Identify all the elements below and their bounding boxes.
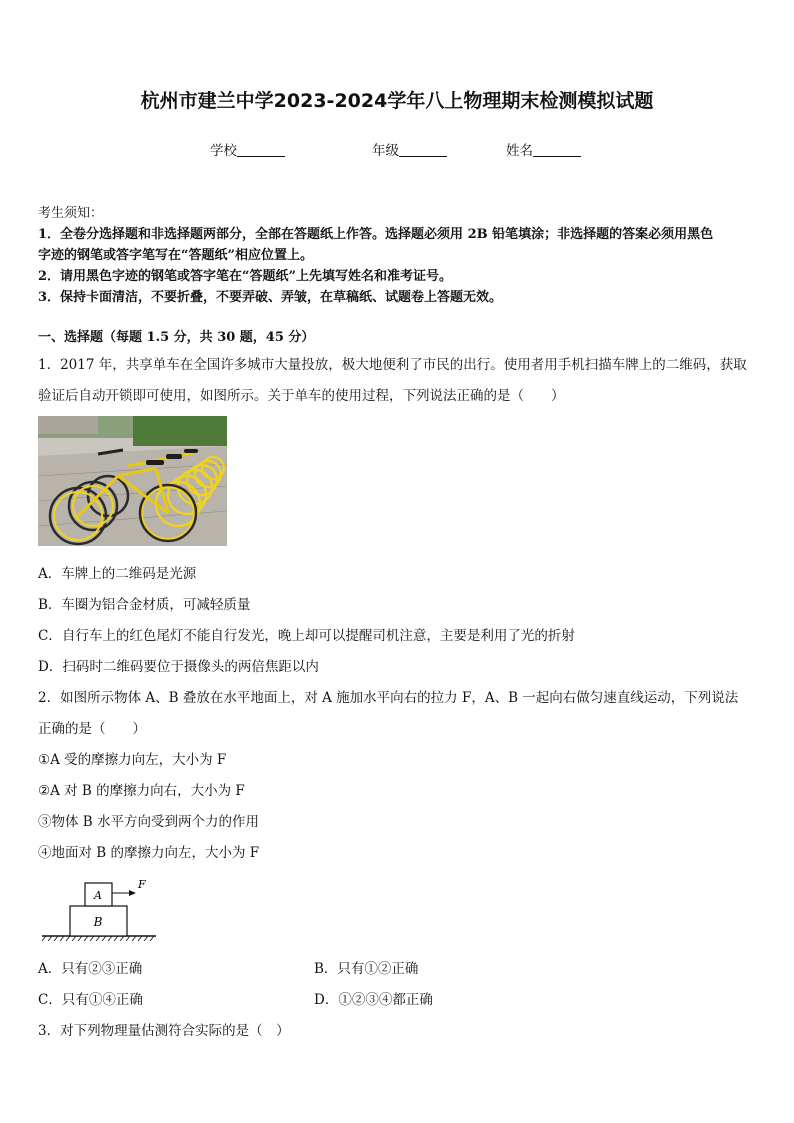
page-title: 杭州市建兰中学2023-2024学年八上物理期末检测模拟试题	[140, 90, 654, 112]
q1-stem-b: 验证后自动开锁即可使用，如图所示。关于单车的使用过程，下列说法正确的是（ ）	[38, 388, 565, 404]
q2-stem-a: 2．如图所示物体 A、B 叠放在水平地面上，对 A 施加水平向右的拉力 F，A、B 一起向右做匀速直线运动，下列说法	[38, 690, 739, 706]
q2-statement-2: ②A 对 B 的摩擦力向右，大小为 F	[38, 783, 245, 799]
q1-option-a[interactable]: A．车牌上的二维码是光源	[38, 566, 197, 582]
grade-blank[interactable]	[399, 142, 447, 157]
q2-stem-b: 正确的是（ ）	[38, 721, 146, 737]
name-label: 姓名	[506, 143, 533, 159]
school-label: 学校	[210, 143, 237, 159]
q2-statement-3: ③物体 B 水平方向受到两个力的作用	[38, 814, 260, 830]
grade-label: 年级	[372, 143, 399, 159]
notice-heading: 考生须知：	[38, 206, 104, 221]
block-b-label: B	[93, 915, 103, 929]
name-blank[interactable]	[533, 142, 581, 157]
notice-line-3: 3．保持卡面清洁，不要折叠，不要弄破、弄皱，在草稿纸、试题卷上答题无效。	[38, 290, 503, 305]
q2-statement-4: ④地面对 B 的摩擦力向左，大小为 F	[38, 845, 260, 861]
q2-option-d[interactable]: D．①②③④都正确	[314, 992, 433, 1008]
q3-stem: 3．对下列物理量估测符合实际的是（ ）	[38, 1023, 290, 1039]
section-heading: 一、选择题（每题 1.5 分，共 30 题，45 分）	[38, 330, 315, 345]
q1-option-d[interactable]: D．扫码时二维码要位于摄像头的两倍焦距以内	[38, 659, 319, 675]
school-field	[210, 139, 285, 159]
q1-stem-a: 1．2017 年，共享单车在全国许多城市大量投放，极大地便利了市民的出行。使用者用手机扫描车牌上的二维码，获取	[38, 357, 747, 373]
q2-option-b[interactable]: B．只有①②正确	[314, 961, 419, 977]
name-field	[506, 139, 581, 159]
grade-field	[372, 139, 447, 159]
notice-line-1a: 1．全卷分选择题和非选择题两部分，全部在答题纸上作答。选择题必须用 2B 铅笔填涂；非选择题的答案必须用黑色	[38, 227, 714, 242]
block-a-label: A	[94, 889, 102, 902]
q2-option-c[interactable]: C．只有①④正确	[38, 992, 143, 1008]
q2-option-a[interactable]: A．只有②③正确	[38, 961, 143, 977]
blocks-diagram	[40, 876, 160, 942]
shared-bikes-photo	[38, 416, 227, 546]
notice-line-2: 2．请用黑色字迹的钢笔或答字笔在“答题纸”上先填写姓名和准考证号。	[38, 269, 453, 284]
q1-option-b[interactable]: B．车圈为铝合金材质，可减轻质量	[38, 597, 251, 613]
force-label: F	[138, 878, 146, 891]
notice-line-1b: 字迹的钢笔或答字笔写在“答题纸”相应位置上。	[38, 248, 313, 263]
school-blank[interactable]	[237, 142, 285, 157]
q1-option-c[interactable]: C．自行车上的红色尾灯不能自行发光，晚上却可以提醒司机注意，主要是利用了光的折射	[38, 628, 575, 644]
q2-statement-1: ①A 受的摩擦力向左，大小为 F	[38, 752, 227, 768]
force-arrow-icon	[129, 890, 136, 896]
